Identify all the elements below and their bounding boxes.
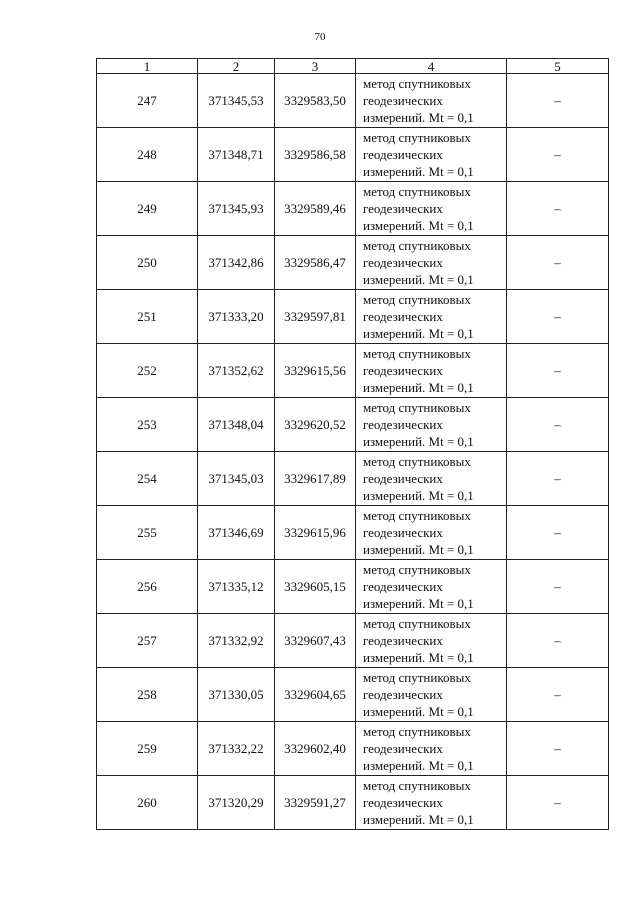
method-line: метод спутниковых [363, 238, 471, 253]
method-line: измерений. Mt = 0,1 [363, 164, 474, 179]
x-coordinate-cell: 371335,12 [198, 560, 275, 614]
note-cell: – [507, 236, 609, 290]
method-line: метод спутниковых [363, 346, 471, 361]
method-line: измерений. Mt = 0,1 [363, 272, 474, 287]
table-row [97, 506, 609, 560]
note-cell: – [507, 668, 609, 722]
note-cell: – [507, 398, 609, 452]
method-line: измерений. Mt = 0,1 [363, 434, 474, 449]
method-line: метод спутниковых [363, 724, 471, 739]
table-row [97, 560, 609, 614]
point-number-cell: 253 [97, 398, 198, 452]
x-coordinate-cell: 371345,53 [198, 74, 275, 128]
method-line: геодезических [363, 795, 443, 810]
method-line: геодезических [363, 525, 443, 540]
y-coordinate-cell: 3329620,52 [275, 398, 356, 452]
method-cell [356, 506, 507, 560]
method-cell [356, 452, 507, 506]
x-coordinate-cell: 371330,05 [198, 668, 275, 722]
note-cell: – [507, 182, 609, 236]
method-line: геодезических [363, 309, 443, 324]
method-line: измерений. Mt = 0,1 [363, 218, 474, 233]
table-row [97, 182, 609, 236]
note-cell: – [507, 452, 609, 506]
x-coordinate-cell: 371348,71 [198, 128, 275, 182]
method-line: измерений. Mt = 0,1 [363, 812, 474, 827]
header-col-2: 2 [198, 59, 275, 74]
method-line: измерений. Mt = 0,1 [363, 758, 474, 773]
x-coordinate-cell: 371346,69 [198, 506, 275, 560]
method-line: геодезических [363, 633, 443, 648]
table-row [97, 776, 609, 830]
method-line: метод спутниковых [363, 670, 471, 685]
note-cell: – [507, 722, 609, 776]
point-number-cell: 251 [97, 290, 198, 344]
x-coordinate-cell: 371333,20 [198, 290, 275, 344]
point-number-cell: 255 [97, 506, 198, 560]
point-number-cell: 258 [97, 668, 198, 722]
y-coordinate-cell: 3329602,40 [275, 722, 356, 776]
table-row [97, 452, 609, 506]
method-cell [356, 236, 507, 290]
table-row [97, 128, 609, 182]
method-line: геодезических [363, 363, 443, 378]
y-coordinate-cell: 3329583,50 [275, 74, 356, 128]
method-cell [356, 344, 507, 398]
method-line: геодезических [363, 471, 443, 486]
x-coordinate-cell: 371332,22 [198, 722, 275, 776]
method-line: геодезических [363, 147, 443, 162]
x-coordinate-cell: 371342,86 [198, 236, 275, 290]
x-coordinate-cell: 371345,03 [198, 452, 275, 506]
x-coordinate-cell: 371352,62 [198, 344, 275, 398]
header-row [97, 59, 609, 74]
method-line: геодезических [363, 579, 443, 594]
method-cell [356, 74, 507, 128]
y-coordinate-cell: 3329607,43 [275, 614, 356, 668]
table-row [97, 74, 609, 128]
coordinates-table [96, 58, 609, 830]
method-cell [356, 398, 507, 452]
table-row [97, 614, 609, 668]
table-row [97, 668, 609, 722]
method-line: метод спутниковых [363, 400, 471, 415]
note-cell: – [507, 560, 609, 614]
y-coordinate-cell: 3329597,81 [275, 290, 356, 344]
method-line: метод спутниковых [363, 292, 471, 307]
note-cell: – [507, 344, 609, 398]
method-line: измерений. Mt = 0,1 [363, 542, 474, 557]
method-line: измерений. Mt = 0,1 [363, 704, 474, 719]
method-cell [356, 776, 507, 830]
method-line: метод спутниковых [363, 562, 471, 577]
header-col-3: 3 [275, 59, 356, 74]
method-line: геодезических [363, 417, 443, 432]
note-cell: – [507, 776, 609, 830]
method-line: метод спутниковых [363, 778, 471, 793]
method-line: измерений. Mt = 0,1 [363, 596, 474, 611]
table-row [97, 344, 609, 398]
y-coordinate-cell: 3329589,46 [275, 182, 356, 236]
table-row [97, 398, 609, 452]
y-coordinate-cell: 3329604,65 [275, 668, 356, 722]
method-line: метод спутниковых [363, 184, 471, 199]
method-cell [356, 560, 507, 614]
header-col-1: 1 [97, 59, 198, 74]
method-cell [356, 128, 507, 182]
y-coordinate-cell: 3329617,89 [275, 452, 356, 506]
method-line: метод спутниковых [363, 508, 471, 523]
table-row [97, 722, 609, 776]
point-number-cell: 247 [97, 74, 198, 128]
note-cell: – [507, 506, 609, 560]
page-number: 70 [314, 31, 326, 43]
x-coordinate-cell: 371332,92 [198, 614, 275, 668]
method-line: метод спутниковых [363, 130, 471, 145]
method-line: геодезических [363, 741, 443, 756]
method-cell [356, 722, 507, 776]
method-line: измерений. Mt = 0,1 [363, 380, 474, 395]
x-coordinate-cell: 371345,93 [198, 182, 275, 236]
point-number-cell: 260 [97, 776, 198, 830]
header-col-4: 4 [356, 59, 507, 74]
y-coordinate-cell: 3329615,56 [275, 344, 356, 398]
header-col-5: 5 [507, 59, 609, 74]
point-number-cell: 257 [97, 614, 198, 668]
y-coordinate-cell: 3329605,15 [275, 560, 356, 614]
method-cell [356, 290, 507, 344]
y-coordinate-cell: 3329586,47 [275, 236, 356, 290]
method-line: метод спутниковых [363, 454, 471, 469]
y-coordinate-cell: 3329615,96 [275, 506, 356, 560]
table-row [97, 290, 609, 344]
method-line: измерений. Mt = 0,1 [363, 326, 474, 341]
method-cell [356, 668, 507, 722]
method-line: измерений. Mt = 0,1 [363, 488, 474, 503]
note-cell: – [507, 128, 609, 182]
point-number-cell: 249 [97, 182, 198, 236]
method-line: геодезических [363, 255, 443, 270]
method-cell [356, 182, 507, 236]
method-line: измерений. Mt = 0,1 [363, 110, 474, 125]
point-number-cell: 259 [97, 722, 198, 776]
note-cell: – [507, 290, 609, 344]
point-number-cell: 254 [97, 452, 198, 506]
method-line: метод спутниковых [363, 616, 471, 631]
point-number-cell: 252 [97, 344, 198, 398]
note-cell: – [507, 74, 609, 128]
point-number-cell: 256 [97, 560, 198, 614]
method-line: измерений. Mt = 0,1 [363, 650, 474, 665]
point-number-cell: 250 [97, 236, 198, 290]
y-coordinate-cell: 3329586,58 [275, 128, 356, 182]
x-coordinate-cell: 371320,29 [198, 776, 275, 830]
x-coordinate-cell: 371348,04 [198, 398, 275, 452]
method-line: геодезических [363, 201, 443, 216]
table-row [97, 236, 609, 290]
note-cell: – [507, 614, 609, 668]
y-coordinate-cell: 3329591,27 [275, 776, 356, 830]
method-cell [356, 614, 507, 668]
method-line: метод спутниковых [363, 76, 471, 91]
method-line: геодезических [363, 93, 443, 108]
point-number-cell: 248 [97, 128, 198, 182]
method-line: геодезических [363, 687, 443, 702]
